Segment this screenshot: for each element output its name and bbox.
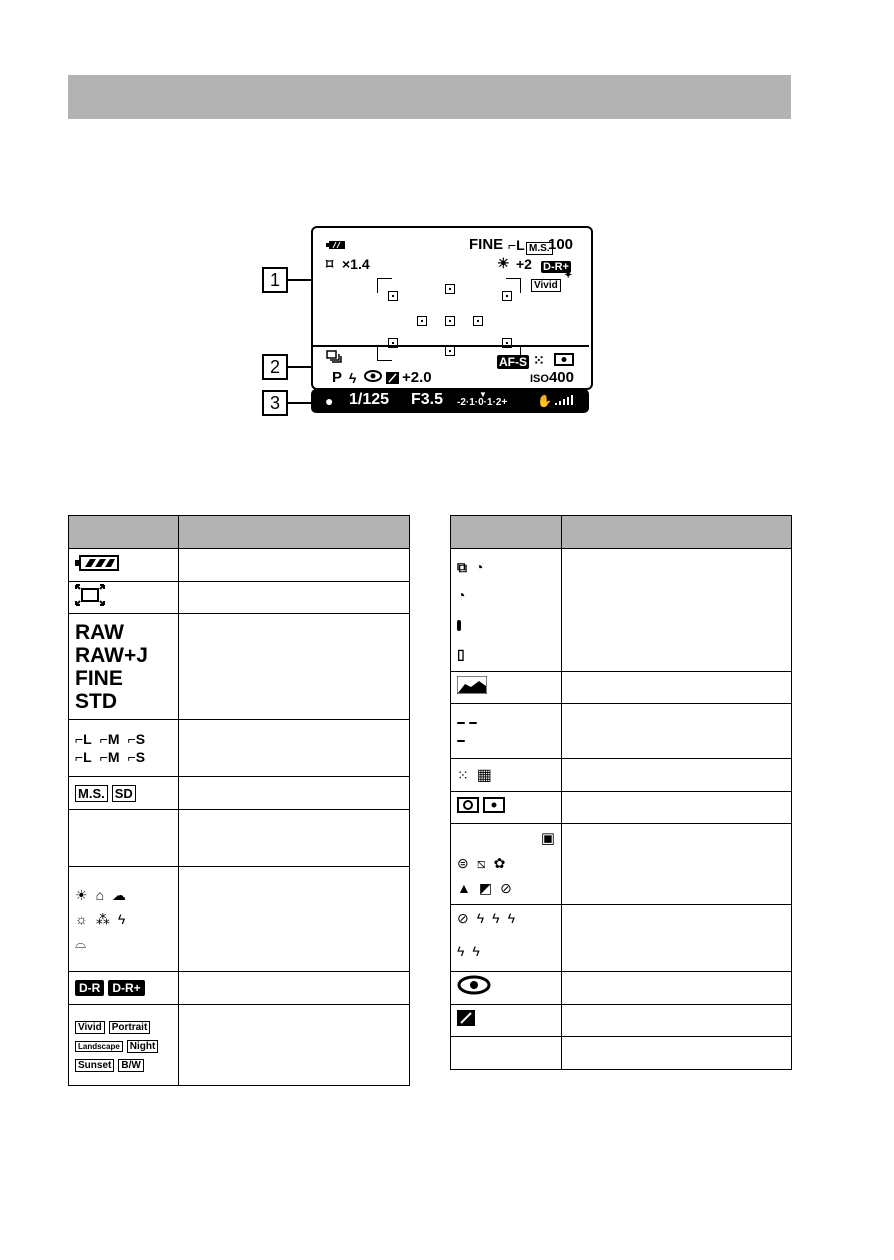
af-s-icon [457, 722, 465, 724]
dro-plus-icon: D-R+ [108, 980, 144, 996]
sparkle-icon: ✦ [564, 270, 573, 281]
af-point [502, 338, 512, 348]
quality-fine: FINE [75, 666, 123, 690]
table-row [69, 582, 410, 614]
left-indicator-table [68, 515, 410, 1086]
wireless-flash-icon: ϟ [457, 942, 465, 959]
iso-readout [530, 370, 574, 387]
red-eye-icon [364, 369, 382, 386]
focus-mode-icon [497, 353, 529, 370]
ev-scale-pointer: ▼ [479, 390, 487, 399]
mf-icon [457, 740, 465, 742]
table-header-row [451, 516, 792, 549]
flash-comp-icon [451, 1004, 562, 1036]
description-cell [562, 704, 792, 759]
table-row [69, 867, 410, 972]
shade-icon: ⌂ [95, 887, 105, 903]
focus-mode-label: AF-S [499, 355, 527, 369]
style-portrait-icon: Portrait [109, 1021, 151, 1034]
af-c-icon [469, 722, 477, 724]
flash-off-icon: ⊘ [457, 910, 469, 926]
af-point [445, 284, 455, 294]
table-row [451, 792, 792, 824]
drive-mode-icons [451, 549, 562, 672]
size-l-wide-icon: ⌐L [75, 749, 92, 765]
af-point [388, 338, 398, 348]
remote-commander-icon: ▯ [457, 645, 465, 662]
table-row [69, 972, 410, 1005]
description-cell [179, 614, 410, 720]
iso-value: 400 [548, 369, 574, 386]
flash-icon: ϟ [349, 370, 357, 386]
table-header-row [69, 516, 410, 549]
creative-style-icons [69, 1005, 179, 1086]
quality-cell [69, 614, 179, 720]
white-balance-sun-icon: ☀ [497, 255, 510, 271]
table-row [69, 810, 410, 867]
description-cell [562, 824, 792, 905]
description-cell [179, 777, 410, 810]
metering-icons [451, 792, 562, 824]
creative-style-icon [531, 275, 561, 294]
flash-comp-icon [386, 371, 399, 387]
af-point [445, 316, 455, 326]
size-m-wide-icon: ⌐M [99, 749, 120, 765]
focus-mode-icons [451, 704, 562, 759]
slow-sync-icon: ϟ [492, 910, 500, 926]
aperture-value: F3.5 [411, 391, 444, 408]
table-row [451, 759, 792, 792]
size-m-icon: ⌐M [99, 731, 120, 747]
exposure-mode: P [332, 369, 343, 386]
right-indicator-table [450, 515, 792, 1070]
fluorescent-icon: ⁂ [95, 911, 110, 927]
description-cell [179, 720, 410, 777]
night-view-icon: ⧅ [476, 855, 486, 871]
empty-cell [69, 810, 179, 867]
table-row [69, 777, 410, 810]
description-cell [562, 759, 792, 792]
description-cell [562, 549, 792, 672]
zoom-frame-icon: ⌑ [326, 256, 334, 272]
landscape-scene-icon: ▲ [457, 880, 471, 896]
description-cell [179, 1005, 410, 1086]
steadyshot-scale-icon [554, 393, 574, 409]
self-timer-icon: ◔ [475, 558, 484, 575]
table-row [451, 1036, 792, 1069]
header-cell [179, 516, 410, 549]
dro-icons [69, 972, 179, 1005]
quality-std: STD [75, 689, 117, 713]
style-night-icon: Night [127, 1040, 159, 1053]
shots-remaining: 100 [548, 236, 574, 253]
empty-cell [451, 1036, 562, 1069]
description-cell [179, 867, 410, 972]
battery-icon [326, 237, 346, 253]
dro-label: D-R+ [543, 261, 569, 273]
description-cell [179, 810, 410, 867]
table-row [451, 672, 792, 704]
image-size-icons [69, 720, 179, 777]
portrait-scene-icon: ▣ [540, 830, 555, 847]
description-cell [562, 905, 792, 972]
ms-card-icon: M.S. [75, 785, 108, 802]
shutter-speed: 1/125 [349, 391, 390, 408]
dro-icon: D-R [75, 980, 104, 996]
creative-style-label: Vivid [531, 279, 561, 292]
style-vivid-icon: Vivid [75, 1021, 105, 1034]
af-point [502, 291, 512, 301]
af-point [417, 316, 427, 326]
sunset-scene-icon: ◩ [478, 880, 493, 896]
custom-wb-icon: ⌓ [75, 935, 87, 951]
image-size-icon: ⌐L [508, 237, 525, 253]
header-cell [69, 516, 179, 549]
size-l-icon: ⌐L [75, 731, 92, 747]
scene-icons [451, 824, 562, 905]
spot-af-icon: ⁙ [457, 767, 469, 783]
metering-spot-icon [554, 353, 574, 369]
header-cell [451, 516, 562, 549]
style-bw-icon: B/W [118, 1059, 143, 1072]
table-row [451, 905, 792, 972]
shake-warning-icon: ✋ [537, 394, 552, 408]
rear-sync-icon: ϟ [507, 910, 515, 926]
table-row [451, 704, 792, 759]
quality-raw: RAW [75, 620, 124, 644]
histogram-icon [451, 672, 562, 704]
af-area-icons [451, 759, 562, 792]
sports-scene-icon: ⊜ [457, 855, 469, 871]
size-s-icon: ⌐S [127, 731, 146, 747]
table-row [451, 971, 792, 1004]
table-row [69, 1005, 410, 1086]
ev-scale: -2·1·0·1·2+ [457, 397, 508, 408]
daylight-icon: ☀ [75, 887, 88, 903]
iso-label: ISO [530, 373, 549, 385]
description-cell [179, 972, 410, 1005]
self-timer-continuous-icon: ◔ [457, 586, 466, 603]
quality-readout: FINE [469, 236, 504, 253]
memory-card-label: M.S. [526, 242, 553, 255]
battery-icon [69, 549, 179, 582]
style-sunset-icon: Sunset [75, 1059, 114, 1072]
description-cell [562, 971, 792, 1004]
quality-raw-jpeg: RAW+J [75, 643, 148, 667]
callout-leader-3 [288, 402, 311, 404]
tungsten-icon: ☼ [75, 911, 88, 927]
macro-scene-icon: ✿ [493, 855, 506, 871]
continuous-drive-icon: ⧉ [457, 558, 467, 575]
memory-card-icons [69, 777, 179, 810]
style-landscape-icon: Landscape [75, 1041, 123, 1052]
table-row [69, 720, 410, 777]
section-header-bar [68, 75, 791, 119]
description-cell [562, 1004, 792, 1036]
bracket-icon [457, 620, 461, 631]
table-row [69, 614, 410, 720]
focus-indicator-icon: ● [325, 393, 334, 409]
flash-mode-icons [451, 905, 562, 972]
cloudy-icon: ☁ [112, 887, 127, 903]
red-eye-icon [451, 971, 562, 1004]
zoom-frame-icon [69, 582, 179, 614]
description-cell [562, 1036, 792, 1069]
white-balance-adjust: +2 [516, 256, 532, 272]
description-cell [179, 582, 410, 614]
callout-leader-1 [288, 279, 311, 281]
sd-card-icon: SD [112, 785, 136, 802]
table-row [451, 824, 792, 905]
af-area-spot-icon: ⁙ [533, 352, 545, 368]
af-point [388, 291, 398, 301]
description-cell [562, 792, 792, 824]
callout-label-2: 2 [262, 354, 288, 380]
af-point [473, 316, 483, 326]
flash-comp-value: +2.0 [402, 369, 432, 386]
table-row [451, 1004, 792, 1036]
af-bracket-bottom-left [377, 346, 392, 361]
white-balance-icons [69, 867, 179, 972]
af-point [445, 346, 455, 356]
viewfinder-info-bar [311, 389, 589, 413]
table-row [69, 549, 410, 582]
description-cell [562, 672, 792, 704]
callout-label-1: 1 [262, 267, 288, 293]
wide-af-icon: ▦ [476, 767, 492, 784]
continuous-drive-icon [326, 350, 342, 366]
hss-flash-icon: ϟ [472, 942, 480, 959]
header-cell [562, 516, 792, 549]
callout-leader-2 [288, 366, 311, 368]
fill-flash-icon: ϟ [476, 910, 485, 926]
description-cell [179, 549, 410, 582]
flash-wb-icon: ϟ [117, 911, 126, 927]
table-row [451, 549, 792, 672]
flash-off-icon: ⊘ [500, 880, 512, 896]
callout-label-3: 3 [262, 390, 288, 416]
zoom-readout: ×1.4 [342, 256, 370, 272]
size-s-wide-icon: ⌐S [127, 749, 146, 765]
